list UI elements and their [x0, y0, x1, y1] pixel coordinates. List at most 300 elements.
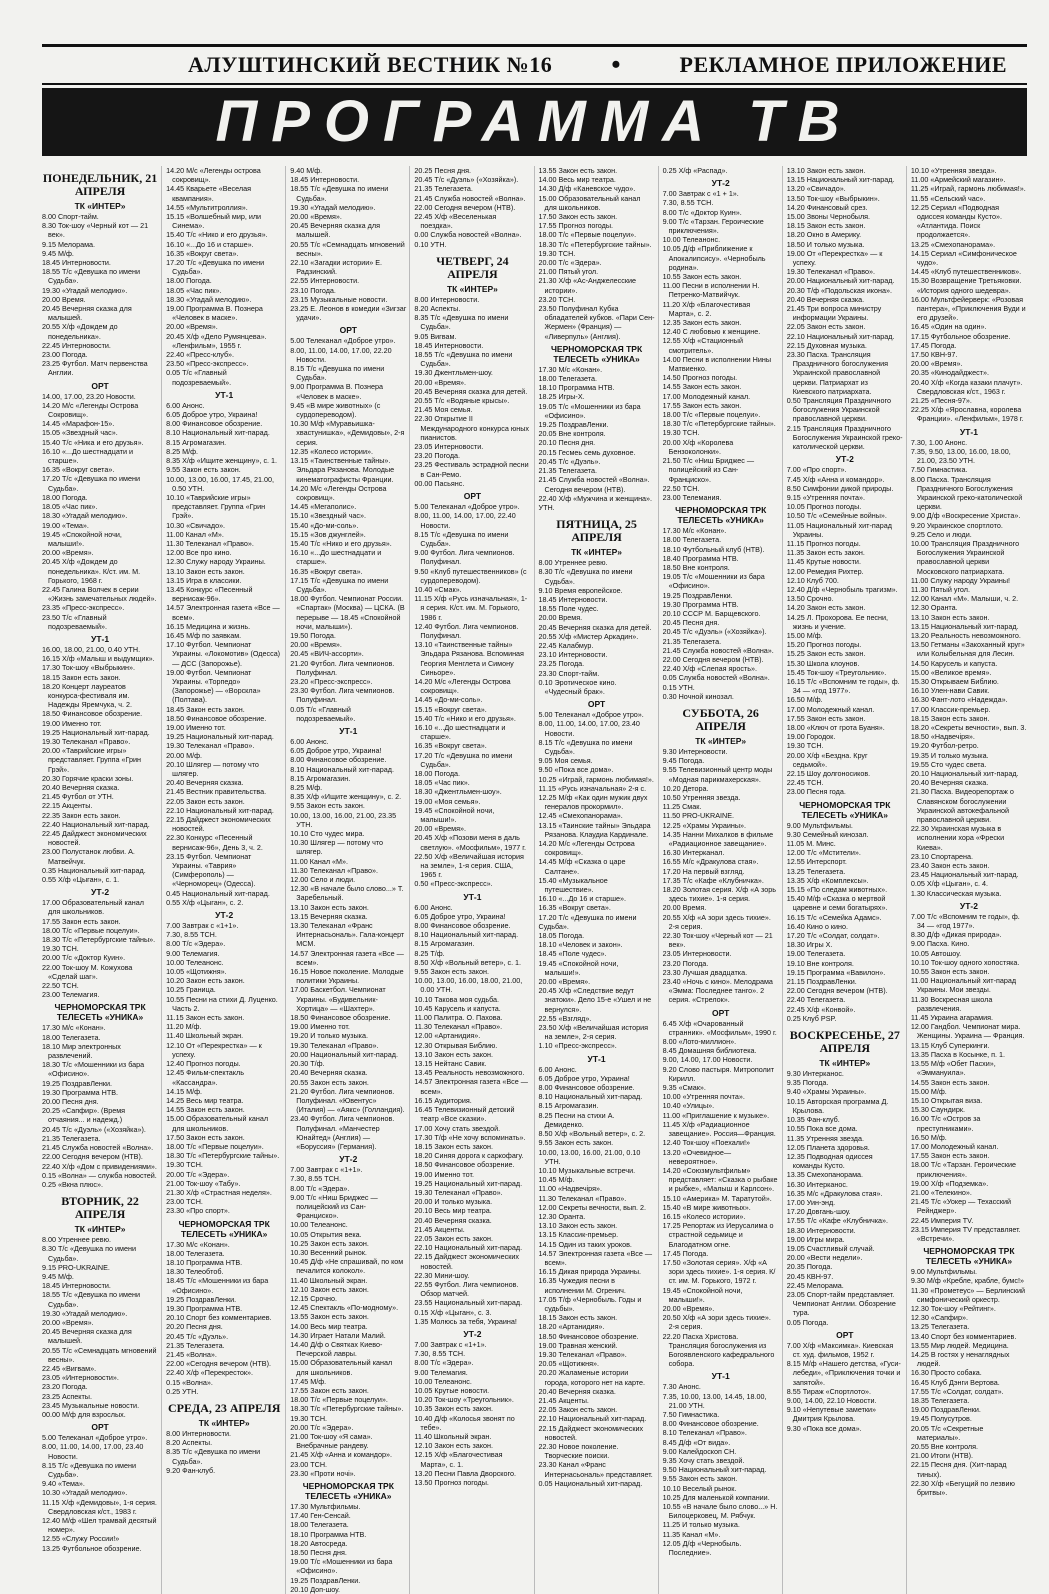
program-entry: 18.50 Вне контроля. — [662, 562, 730, 572]
program-entry: 17.30 Т/ф «Не хочу вспоминать». — [414, 1132, 526, 1142]
program-entry: 22.40 «Пресс-клуб». — [166, 350, 235, 360]
program-entry: 22.45 Калабмур. — [538, 640, 594, 650]
program-entry: 17.10 Футбол. Чемпионат Украины. «Локомотив» (Одесса) — ДСС (Запорожье). — [166, 640, 281, 668]
program-entry: 16.10 «...До 16 и старше». — [538, 894, 626, 904]
program-entry: 20.15 Гесмеь семь духовное. — [538, 447, 636, 457]
program-entry: 10.40 Д/ф «Колосья звонят по тебе». — [414, 1413, 515, 1432]
program-entry: 18.45 Интерновости. — [538, 594, 608, 604]
program-entry: 15.05 «Звездный час». — [42, 428, 118, 438]
program-entry: 22.10 Национальный хит-парад. — [166, 805, 274, 815]
program-entry: 8.10 Национальный хит-парад. — [166, 428, 270, 438]
program-entry: 13.35 Пасха в Косынке, п. 1. — [910, 1049, 1005, 1059]
program-entry: 7.00 Завтрак с «1 + 1». — [662, 189, 739, 199]
program-entry: 21.45 Служба новостей «Волна». — [662, 645, 774, 655]
tv-program-banner — [42, 88, 1027, 156]
program-entry: 11.00 «Приглашение к музыке». — [662, 1110, 770, 1120]
program-entry: 11.45 Украина агарамия. — [910, 1013, 993, 1023]
program-entry: 14.45 М/ф «Сказка о царе Салтане». — [538, 857, 626, 876]
program-entry: 8.45 Домашняя библиотека. — [662, 1046, 757, 1056]
program-entry: 19.05 Счастливый случай. — [786, 1243, 875, 1253]
program-entry: 9.35 Погода. — [786, 1078, 829, 1088]
program-entry: 17.35 Т/с «Кафе «Клубничка». — [662, 875, 764, 885]
program-entry: 23.20 Погода. — [42, 1382, 88, 1392]
program-entry: 19.00 Именно тот. — [290, 1022, 350, 1032]
program-entry: 12.40 Д/ф «Чернобыль трагизм». — [786, 584, 898, 594]
program-entry: 18.10 Программа НТВ. — [166, 1257, 243, 1267]
program-entry: 17.00 Классик-премьер. — [910, 704, 991, 714]
program-entry: 13.45 Конкурс «Песенный вернисаж-96». — [166, 584, 253, 604]
program-entry: 13.20 Реальность невозможного. — [910, 630, 1021, 640]
program-entry: 8.00 Спорт-тайм. — [42, 212, 99, 221]
program-entry: 12.40 Прогноз погоды. — [166, 1059, 241, 1069]
program-entry: 12.30 «В начале было слово...» Т. Заребельный. — [290, 884, 404, 903]
channel-heading: ОРТ — [339, 325, 357, 336]
program-entry: 0.25 Клуб PSP. — [786, 1013, 837, 1023]
program-entry: 19.35 И только музыка. — [910, 750, 989, 760]
program-entry: 10.25 Граница. — [166, 985, 216, 995]
program-entry: 10.25 Закон есть закон. — [290, 1238, 369, 1248]
program-entry: 8.00 Интерновости. — [414, 294, 480, 304]
channel-heading: ТК «ИНТЕР» — [695, 735, 747, 746]
program-entry: 22.05 Закон есть закон. — [166, 796, 245, 806]
program-entry: 17.45 Погода. — [910, 340, 957, 350]
program-entry: 15.00 Образовательный канал для школьников. — [538, 193, 641, 212]
program-entry: 20.00 «Время». — [662, 1303, 715, 1313]
day-heading: ПОНЕДЕЛЬНИК, 21 АПРЕЛЯ — [42, 171, 158, 198]
program-entry: 23.25 Фестиваль эстрадной песни в Сан-Ремо. — [414, 460, 529, 479]
program-entry: 20.55 Закон есть закон. — [290, 1077, 369, 1087]
program-entry: 7.00 Завтрак с «1+1». — [414, 1339, 487, 1349]
program-entry: 13.45 Реальность невозможного. — [414, 1068, 525, 1078]
program-entry: 8.15 М/ф «Нашего детства, «Гуси-лебеди», «Приключения точки и запятой». — [786, 1359, 901, 1387]
program-entry: 18.00 Т/с «Тарзан. Героические приключения». — [910, 1160, 1016, 1179]
program-entry: 9.15 «Утренняя почта». — [786, 492, 865, 502]
program-entry: 23.25 Аспекты. — [42, 1391, 92, 1401]
program-entry: 8.35 Т/с «Девушка по имени Судьба». — [414, 313, 509, 332]
program-entry: 9.35 Хочу стать звездой. — [662, 1456, 745, 1465]
program-entry: 11.05 М. Минс. — [786, 839, 836, 849]
program-entry: 20.55 Х/ф «Дождем до понедельника». — [42, 322, 118, 341]
program-entry: 20.30 Т/ф. — [290, 1059, 325, 1069]
program-entry: 14.45 «До-ми-соль». — [414, 695, 483, 705]
channel-heading: УТ-2 — [215, 910, 234, 921]
program-entry: 20.45 Т/с «Дуэль» («Хозяйка»). — [662, 627, 767, 637]
program-entry: 23.15 Империя TV представляет. «Встречи». — [910, 1224, 1021, 1243]
program-entry: 21.35 Телегазета. — [42, 1133, 101, 1143]
masthead — [42, 44, 1027, 85]
program-entry: 20.25 Песня дня. — [414, 166, 472, 175]
program-entry: 22.05 Закон есть закон. — [414, 1233, 493, 1243]
program-entry: 11.30 Телеканал «Право». — [290, 865, 378, 875]
program-entry: 10.00 Трансляция Праздничного Богослужения Украинской православной церкви Московского патриархата. — [910, 538, 1020, 576]
program-entry: 20.45 Т/с «Дуэль» («Хозяйка»). — [414, 175, 519, 185]
program-entry: 8.35 Х/ф «Ищите женщину», с. 2. — [290, 792, 402, 802]
program-entry: 17.55 Т/с «Кафе «Клубничка». — [786, 1216, 888, 1226]
program-entry: 0.15 Х/ф «Цыган», с. 3. — [414, 1307, 492, 1317]
program-entry: 8.15 Агромагазин. — [538, 1101, 599, 1111]
program-entry: 9.55 Закон есть закон. — [538, 1138, 614, 1148]
program-entry: 12.05 Д/ф «Чернобыль. Последние». — [662, 1538, 742, 1558]
channel-heading: УТ-2 — [835, 454, 854, 465]
program-entry: 17.00 Молодежный канал. — [910, 1141, 999, 1151]
program-entry: 11.20 М/ф. — [166, 1022, 202, 1032]
program-entry: 17.55 Закон есть закон. — [786, 713, 866, 723]
program-entry: 8.00 Утреннее ревю. — [538, 558, 608, 568]
program-entry: 22.15 Дайджест экономических новостей. — [538, 1423, 644, 1442]
program-entry: 20.00 «Время». — [538, 977, 591, 987]
program-entry: 12.30 Открывая Библию. — [414, 1040, 498, 1050]
program-entry: 20.20 Песня дня. — [166, 1322, 223, 1332]
program-entry: 18.20 «Секреты вечности», вып. 3. — [910, 722, 1027, 732]
program-entry: 8.00, 11.00, 14.00, 17.00, 23.40 Новости. — [42, 1442, 144, 1461]
program-entry: 16.45 Клуб Дэнги Вертова. — [910, 1377, 1000, 1387]
program-entry: 8.30 Т/с «Девушка по имени Судьба». — [538, 567, 633, 586]
program-entry: 15.00 Образовательный канал для школьников. — [166, 1114, 269, 1133]
program-entry: 16.15 Х/ф «Малыш и выдумщик». — [42, 654, 155, 664]
program-entry: 13.25 Телегазета. — [910, 1322, 970, 1332]
program-entry: 10.10 Ток-шоу одного хопостяка. — [910, 957, 1020, 967]
program-entry: 11.00 Палитра. О. Пахова. — [414, 1013, 503, 1023]
program-entry: 11.15 Х/ф «Демидовы», 1-я серия. Свердловская к/ст., 1983 г. — [42, 1497, 157, 1516]
program-entry: 16.30 Интерканос. — [786, 1179, 848, 1189]
program-entry: 23.10 Погода. — [290, 285, 336, 295]
program-entry: 13.55 Закон есть закон. — [290, 1312, 369, 1322]
program-entry: 15.40 Т/с «Нико и его друзья». — [414, 713, 516, 723]
program-entry: 19.00 От «Перекрестка» — к успеху. — [786, 248, 883, 268]
program-entry: 6.00 Анонс. — [166, 400, 205, 410]
program-entry: 16.45 Телевизионный детский театр «Все сказки». — [414, 1105, 515, 1124]
day-heading: ВОСКРЕСЕНЬЕ, 27 АПРЕЛЯ — [789, 1028, 900, 1056]
program-entry: 9.55 Телевизионный центр моды «Модная парикмахерская». — [662, 765, 773, 784]
program-entry: 13.10 Закон есть закон. — [166, 566, 245, 576]
program-entry: 16.35 «Вокруг света». — [414, 741, 487, 751]
program-entry: 22.40 Х/ф «Мужчина и женщина». — [538, 493, 653, 503]
program-entry: 7.35, 9.50, 13.00, 16.00, 18.00, 21.00, 23.50 УТН. — [910, 446, 1011, 466]
program-entry: 10.20 Закон есть закон. — [166, 976, 245, 986]
day-heading: ПЯТНИЦА, 25 АПРЕЛЯ — [556, 517, 637, 545]
channel-heading: ТК «ИНТЕР» — [446, 283, 498, 294]
program-entry: 22.45 Х/ф «Конвой». — [786, 1004, 856, 1014]
program-entry: 0.55 Х/ф «Цыган», с. 1. — [42, 875, 120, 885]
program-entry: 11.30 Пятый угол. — [910, 584, 970, 594]
program-entry: 22.45 Империя TV. — [910, 1215, 974, 1225]
program-entry: 11.40 Школьный экран. — [290, 1275, 368, 1285]
program-entry: 10.05 Автошоу. — [910, 948, 962, 958]
program-entry: 18.00 Футбол. Чемпионат России. «Спартак» (Москва) — ЦСКА. (В перерыве — 18.45 «Спокойной ночи, малыши»). — [290, 594, 405, 631]
program-entry: 8.00 Т/с «Доктор Куин». — [662, 207, 742, 217]
program-entry: 10.45 М/ф. — [538, 1175, 575, 1185]
program-entry: 23.30 «Про спорт». — [166, 1206, 230, 1216]
program-entry: 16.30 Интерканал. — [662, 848, 725, 858]
program-entry: 20.00 «Время». — [290, 640, 342, 650]
program-entry: 21.20 Футбол. Лига чемпионов. Полуфинал. — [290, 658, 395, 677]
program-entry: 13.55 М/ф «Обет Пасхи», «Эммануила». — [910, 1059, 996, 1078]
channel-heading: ЧЕРНОМОРСКАЯ ТРК ТЕЛЕСЕТЬ «УНИКА» — [550, 343, 643, 364]
program-entry: 9.40 М/ф. — [290, 166, 323, 175]
supplement-title: РЕКЛАМНОЕ ПРИЛОЖЕНИЕ — [679, 52, 1007, 77]
program-entry: 0.15 «Волна». — [166, 1377, 213, 1387]
program-entry: 6.05 Доброе утро, Украина! — [290, 746, 382, 756]
program-entry: 18.45 Т/с «Мошенники из бара «Офисино». — [166, 1276, 269, 1295]
channel-heading: УТ-1 — [91, 633, 110, 644]
program-entry: 14.00 Песни в исполнении Нины Матвиенко. — [662, 354, 771, 374]
program-entry: 19.00 Т/с «Мошенники из бара «Офисино». — [290, 1557, 393, 1576]
program-entry: 15.30 Школа клоунов. — [786, 658, 860, 668]
schedule-columns — [42, 166, 1027, 1594]
program-entry: 14.20 «Союзмультфильм» представляет: «Сказка о рыбаке и рыбке», «Малыш и Карлсон». — [662, 1165, 778, 1194]
program-entry: 13.15 Вечерняя сказка. — [290, 911, 368, 921]
program-entry: 11.30 Телеканал «Право». — [538, 1193, 627, 1203]
program-entry: 20.05 Т/с «Секретные материалы». — [910, 1423, 984, 1442]
program-entry: 14.55 Закон есть закон. — [910, 1077, 990, 1087]
channel-heading: ЧЕРНОМОРСКАЯ ТРК ТЕЛЕСЕТЬ «УНИКА» — [675, 505, 767, 526]
program-entry: 17.25 Репортаж из Иерусалима о страстной седьмице и Благодатном огне. — [662, 1221, 774, 1249]
program-entry: 18.25 Игры-Х. — [538, 392, 585, 402]
program-entry: 10.50 Утренняя звезда. — [662, 792, 741, 802]
program-entry: 17.00 Хочу стать звездой. — [414, 1123, 501, 1133]
program-entry: 22.00 Ток-шоу М. Кожухова «Сделай шаг». — [42, 962, 133, 981]
program-entry: 8.15 Т/с «Девушка по имени Судьба». — [414, 529, 509, 548]
program-entry: 18.05 «Час пик». — [42, 502, 98, 512]
program-entry: 17.05 Т/ф «Чернобыль. Годы и судьбы». — [538, 1294, 642, 1313]
program-entry: 19.00 Программа В. Познера «Человек в маске». — [166, 304, 263, 323]
program-entry: 11.00 Песни в исполнении Н. Петренко-Матвийчук. — [662, 281, 760, 300]
program-entry: 20.40 Вечерняя сказка. — [910, 778, 989, 788]
program-entry: 7.00 «Про спорт». — [786, 465, 847, 475]
program-entry: 19.25 ПоздравЛенки. — [662, 590, 733, 600]
program-entry: 11.35 Закон есть закон. — [786, 548, 865, 558]
program-entry: 18.10 Программа НТВ. — [290, 1529, 367, 1539]
channel-heading: УТ-1 — [215, 389, 234, 400]
program-entry: 21.45 «Волна». — [166, 1349, 217, 1359]
program-entry: 23.40 Футбол. Лига чемпионов. Полуфинал. «Манчестер Юнайтед» (Англия) — «Боруссия» (Германия). — [290, 1114, 395, 1151]
program-entry: 16.45 «Один на один». — [910, 322, 987, 332]
program-entry: 22.45 Х/ф «Веселенькая поездка». — [414, 212, 497, 231]
program-entry: 14.20 М/с «Легенды Острова Сокровищ». — [42, 400, 139, 420]
program-entry: Судьба». — [538, 921, 569, 931]
program-entry: 15.40 «До-ми-соль». — [290, 520, 359, 530]
program-entry: 12.00 Канал «М». Малыши, ч. 2. — [910, 594, 1019, 604]
program-entry: 20.45 Песня дня. — [662, 618, 720, 628]
program-entry: 17.15 Футбольное обозрение. — [910, 331, 1011, 341]
program-entry: 19.45 Полусутров. — [910, 1414, 972, 1424]
program-entry: 18.55 Т/с «Девушка по имени Судьба». — [42, 1290, 140, 1309]
program-entry: 2.15 Трансляция Праздничного Богослужения Украинской греко-католической церкви. — [786, 423, 903, 452]
program-entry: 20.20 Жаламеные истории города, которого нет на карте. — [538, 1368, 646, 1387]
program-entry: 14.00 Весь мир театра. — [538, 175, 616, 185]
program-entry: 13.50 Прогноз погоды. — [414, 1478, 489, 1488]
channel-heading: УТ-1 — [959, 426, 978, 437]
program-entry: 15.15 «По следам животных». — [786, 885, 888, 895]
program-entry: 18.50 Финансовое обозрение. — [290, 1013, 391, 1023]
program-entry: 23.10 Спортарена. — [910, 851, 973, 861]
program-entry: 23.30 Пасха. Трансляция Праздничного богослужения Украинской православной церкви. Патриархат из Киевского патриархата. — [786, 350, 889, 396]
program-entry: 9.20 Фан-клуб. — [166, 1465, 216, 1475]
program-entry: 9.20 Слово пастыря. Митрополит Кирилл. — [662, 1064, 775, 1083]
program-entry: 10.45 Карусель и капуста. — [414, 1003, 501, 1013]
program-entry: 17.20 Т/с «Девушка по имени Судьба». — [166, 258, 265, 277]
program-entry: 14.30 Играет Натали Малий. — [290, 1330, 386, 1340]
program-entry: 19.30 «Угадай мелодию». — [290, 202, 376, 212]
program-entry: 18.30 Телеобтоб. — [166, 1267, 224, 1277]
program-entry: 11.25 И только музыка. — [662, 1520, 740, 1530]
program-entry: 18.00 Т/с «Первые поцелуи». — [538, 230, 637, 240]
program-entry: 19.45 «Спокойной ночи, малыши!». — [662, 1285, 743, 1304]
program-entry: 23.50 «Пресс-экспресс». — [166, 359, 249, 369]
program-entry: 8.00 «Лото-миллион». — [662, 1037, 737, 1047]
program-entry: 9.30 «Пока все дома». — [786, 1423, 862, 1433]
program-entry: 22.30 Украинская музыка в исполнении хора «Фрески Киева». — [910, 824, 1005, 852]
program-entry: 10.15 Авторская программа Д. Крылова. — [786, 1096, 889, 1115]
program-entry: 21.45 Моя семья. — [414, 405, 473, 415]
program-entry: 8.25 М/ф. — [166, 446, 199, 456]
program-entry: 10.00 Телеанонс. — [662, 235, 721, 245]
program-entry: 18.45 Интерновости. — [414, 340, 484, 350]
program-entry: 11.20 Х/ф «Благочестивая Марта», с. 2. — [662, 299, 751, 318]
program-entry: 12.25 М/ф «Как один мужик двух генералов прокормил». — [538, 792, 648, 812]
program-entry: 7.50 Гимнастика. — [662, 1409, 720, 1419]
program-entry: 19.25 Национальный хит-парад. — [42, 727, 150, 737]
program-entry: 12.00 Секреты вечности, вып. 2. — [538, 1202, 646, 1212]
program-entry: 23.25 Футбол. Матч первенства Англии. — [42, 359, 148, 378]
program-entry: 13.10 Закон есть закон. — [786, 166, 866, 175]
program-entry: 23.35 «Пресс-экспресс». — [42, 603, 125, 613]
program-entry: 17.30 М/с «Конан». — [166, 1239, 230, 1249]
program-entry: 13.15 Классик-премьер. — [538, 1230, 619, 1240]
program-entry: 11.15 Закон есть закон. — [166, 1013, 245, 1023]
program-entry: 18.20 «Артанидия». — [538, 1322, 605, 1332]
program-entry: 23.40 Закон есть закон. — [910, 861, 990, 871]
channel-heading: ТК «ИНТЕР» — [571, 547, 623, 558]
program-entry: 18.55 Т/с «Девушка по имени Судьба». — [42, 267, 140, 286]
program-entry: 14.55 «Мультитроллия». — [166, 202, 248, 212]
program-entry: 14.50 Прогноз погоды. — [662, 373, 738, 383]
schedule-column — [414, 166, 530, 1594]
program-entry: 11.50 PRO-UKRAINE. — [662, 811, 734, 821]
program-entry: 13.15 «Таинственные тайны». Эльдара Рязанова. Молодые кинематографисты Франции. — [290, 456, 395, 484]
program-entry: 19.55 Сто чудес света. — [910, 759, 987, 769]
program-entry: 16.15 Новое поколение. Молодые политики Украины. — [290, 967, 404, 986]
program-entry: 10.00, 13.00, 16.00, 21.00, 23.35 УТН. — [290, 810, 397, 829]
program-entry: 12.45 Спектакль «По-модному». — [290, 1303, 399, 1313]
program-entry: 22.00 «Сегодня вечером (НТВ). — [166, 1359, 271, 1369]
program-entry: 22.15 Шоу долгоносиков. — [786, 769, 871, 778]
program-entry: 18.00 Телегазета. — [538, 374, 597, 384]
program-entry: 11.00 Канал «М». — [166, 529, 224, 539]
program-entry: 15.10 Открытая виза. — [910, 1095, 983, 1105]
program-entry: 8.55 Тираж «Спортлото». — [786, 1386, 871, 1396]
program-entry: 13.35 Смехопанорама. — [786, 1170, 864, 1180]
program-entry: 12.40 Футбол. Лига чемпионов. Полуфинал. — [414, 621, 519, 640]
program-entry: 22.50 Х/ф «Величайшая история на земле», 1-я серия. США, 1965 г. — [414, 851, 524, 880]
program-entry: 12.00 Все про кино. — [166, 548, 232, 558]
program-entry: 15.10 «Звездный час». — [290, 511, 366, 521]
program-entry: 0.25 «Вкна плюс». — [42, 1179, 103, 1189]
program-entry: 19.10 Вне контроля. — [786, 958, 854, 968]
program-entry: 1.30 Классическая музыка. — [910, 888, 1002, 898]
program-entry: 8.10 Национальный хит-парад. — [414, 930, 519, 940]
program-entry: 23.50 Х/ф «Величайшая история на земле», 2-я серия. — [538, 1023, 649, 1042]
program-entry: 17.55 Закон есть закон. — [290, 1386, 369, 1395]
program-entry: 19.30 Программа НТВ. — [662, 599, 739, 609]
program-entry: 5.00 Телеканал «Доброе утро». — [414, 502, 520, 512]
program-entry: 15.40 «Музыкальное путешествие». — [538, 875, 608, 895]
program-entry: 10.00, 13.00, 16.00, 17.45, 21.00, 0.50 УТН. — [166, 474, 275, 493]
program-entry: 22.55 Интерновости. — [290, 276, 360, 286]
program-entry: 22.45 ТСН. — [786, 778, 824, 788]
program-entry: 9.55 Закон есть закон. — [662, 1474, 738, 1484]
program-entry: 9.35 «Смак». — [662, 1083, 706, 1093]
program-entry: 14.55 Закон есть закон. — [662, 382, 742, 392]
program-entry: 18.45 Интерновости. — [42, 258, 111, 268]
program-entry: 10.05 Д/ф «Приближение к Апокалипсису». «Чернобыль родина». — [662, 244, 766, 272]
program-entry: 18.15 Закон есть закон. — [786, 221, 866, 231]
program-entry: 12.35 «Колесо истории». — [290, 446, 373, 456]
program-entry: 23.50 Полуфинал Кубка обладателей кубков. «Пари Сен-Жермен» (Франция) — «Ливерпуль» (Англия). — [538, 304, 655, 341]
program-entry: 12.00 Село и люди. — [290, 875, 356, 885]
program-entry: 17.40 Ген-Сенсай. — [290, 1511, 351, 1521]
program-entry: 21.35 Телегазета. — [414, 184, 473, 194]
program-entry: 18.20 Автосреда. — [290, 1538, 348, 1548]
program-entry: 0.50 Трансляция Праздничного богослужения Украинской православной церкви. — [786, 396, 891, 424]
program-entry: 16.55 М/с «Дракулова стая». — [662, 857, 759, 867]
program-entry: 9.40 «Храмы Украины». — [786, 1087, 867, 1097]
schedule-column — [42, 166, 158, 1594]
program-entry: 20.00 «Время». — [910, 359, 963, 369]
program-entry: 7.30, 8.55 ТСН. — [414, 1349, 466, 1359]
program-entry: 6.00 Анонс. — [290, 736, 329, 746]
program-entry: 21.45 Вестник правительства. — [166, 787, 267, 797]
program-entry: 17.15 Т/с «Девушка по имени Судьба». — [290, 575, 389, 594]
program-entry: 8.00 Утреннее ревю. — [42, 1235, 111, 1245]
program-entry: 21.50 Т/с «Ниш Бриджес — полицейский из Сан-Франциско». — [662, 456, 755, 484]
program-entry: 7.30, 8.55 ТСН. — [662, 198, 714, 208]
program-entry: 22.10 «Загадки истории» Е. Радзинский. — [290, 258, 383, 277]
program-entry: 0.10 УТН. — [414, 239, 447, 249]
program-entry: 18.45 Закон есть закон. — [166, 704, 245, 714]
program-entry: 00.00 М/ф для взрослых. — [42, 1409, 126, 1419]
program-entry: 9.55 Закон есть закон. — [166, 465, 241, 475]
program-entry: 13.25 Телегазета. — [786, 866, 846, 876]
program-entry: 0.30 Ночной кинозал. — [662, 691, 734, 701]
program-entry: 20.00 Х/ф «Бездна. Круг седьмой». — [786, 750, 868, 769]
program-entry: 22.40 Национальный хит-парад. — [42, 819, 150, 829]
program-entry: 22.00 Сегодня вечером (НТВ). — [786, 986, 888, 996]
program-entry: 18.55 Т/с «Девушка по имени Судьба». — [414, 350, 513, 369]
program-entry: 10.00, 13.00, 16.00, 21.00, 0.10 УТН. — [538, 1147, 641, 1166]
program-entry: 22.45 Интерновости. — [42, 340, 111, 350]
program-entry: 19.00 Игры мира. — [786, 1234, 845, 1244]
program-entry: 9.20 Украинское спортлото. — [910, 520, 1003, 530]
program-entry: 11.45 Крутые новости. — [786, 557, 861, 567]
day-heading: ВТОРНИК, 22 АПРЕЛЯ — [61, 1194, 139, 1222]
program-entry: 22.25 Х/ф «Ярославна, королева Франции». «Ленфильм», 1978 г. — [910, 405, 1024, 424]
program-entry: 19.30 ТСН. — [662, 428, 700, 438]
program-entry: 9.00 Пасха. Кино. — [910, 939, 970, 949]
program-entry: 23.05 Спорт-тайм представляет. Чемпионат Англии. Обозрение тура. — [786, 1289, 896, 1318]
program-entry: 15.30 Саундирк. — [910, 1105, 965, 1115]
program-entry: 16.15 Т/с «Вспомним те годы», ф. 34 — «год 1977». — [786, 676, 900, 696]
program-entry: 9.40 «Тема». — [42, 1479, 85, 1489]
program-entry: 11.30 Телеканал «Право». — [414, 1022, 503, 1032]
program-entry: 0.05 Т/с «Главный подозреваемый». — [290, 704, 356, 723]
program-entry: 8.00 Пасха. Трансляция Праздничного Богослужения Украинской греко-католической церкви. — [910, 474, 1023, 512]
program-entry: 17.50 КВН-97. — [910, 350, 958, 360]
program-entry: 23.00 Песня года. — [786, 787, 846, 797]
program-entry: 23.25 Е. Леонов в комедии «Зигзаг удачи». — [290, 304, 407, 323]
program-entry: 23.00 Телемагия. — [42, 990, 100, 1000]
channel-heading: УТ-2 — [339, 1154, 358, 1165]
